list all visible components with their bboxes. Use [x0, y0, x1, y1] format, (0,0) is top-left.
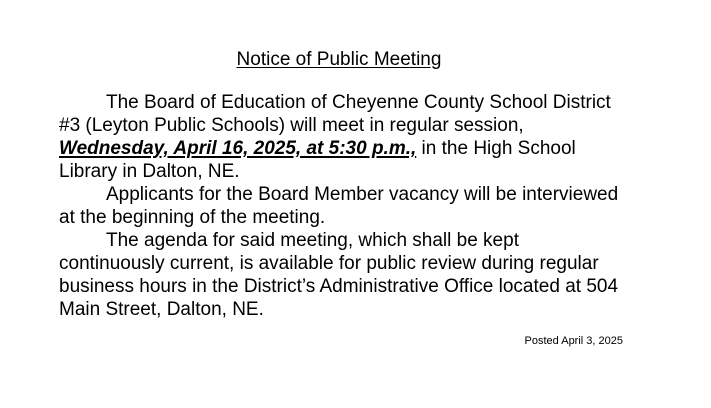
notice-title: Notice of Public Meeting — [236, 49, 442, 70]
notice-document — [59, 48, 619, 321]
posted-date: Posted April 3, 2025 — [524, 335, 623, 347]
meeting-location-text: in the High School Library in Dalton, NE. — [59, 138, 576, 182]
meeting-details-paragraph — [59, 91, 619, 183]
meeting-date-time: Wednesday, April 16, 2025, at 5:30 p.m., — [59, 138, 417, 159]
meeting-details-text: The Board of Education of Cheyenne County School District #3 (Leyton Public Schools) will meet in regular session, — [59, 92, 611, 136]
applicants-paragraph: Applicants for the Board Member vacancy will be interviewed at the beginning of the meeting. — [59, 184, 619, 228]
agenda-paragraph: The agenda for said meeting, which shall be kept continuously current, is available for public review during regular business hours in the District’s Administrative Office located at 504 Main Street, Dalton, NE. — [59, 230, 619, 320]
